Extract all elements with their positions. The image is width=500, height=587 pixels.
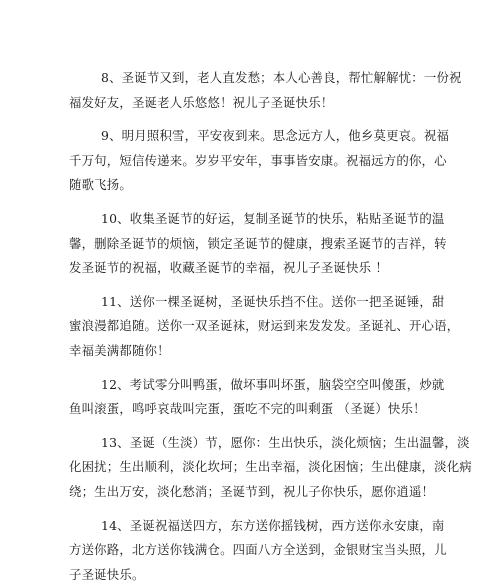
text-line: 发圣诞节的祝福，收藏圣诞节的幸福，祝儿子圣诞快乐 ！	[69, 256, 443, 281]
text-line: 子圣诞快乐。	[69, 563, 443, 587]
text-line: 12、考试零分叫鸭蛋，做坏事叫坏蛋，脑袋空空叫傻蛋，炒就	[69, 373, 443, 398]
text-line: 化困扰；生出顺利，淡化坎坷；生出幸福，淡化困恼；生出健康，淡化病	[69, 455, 443, 480]
paragraph-14	[69, 514, 443, 587]
document-body	[69, 66, 443, 587]
paragraph-13	[69, 431, 443, 505]
paragraph-11	[69, 290, 443, 364]
text-line: 馨，删除圣诞节的烦恼，锁定圣诞节的健康，搜索圣诞节的吉祥，转	[69, 232, 443, 257]
paragraph-10	[69, 207, 443, 281]
text-line: 随歌飞扬。	[69, 173, 443, 198]
paragraph-9	[69, 124, 443, 198]
text-line: 鱼叫滚蛋，鸣呼哀哉叫完蛋，蛋吃不完的叫剩蛋 （圣诞）快乐！	[69, 397, 443, 422]
text-line: 8、圣诞节又到，老人直发愁；本人心善良，帮忙解解忧：一份祝	[69, 66, 443, 91]
text-line: 蜜浪漫都追随。送你一双圣诞袜，财运到来发发发。圣诞礼、开心语，	[69, 314, 443, 339]
text-line: 13、圣诞（生淡）节，愿你：生出快乐，淡化烦恼；生出温馨，淡	[69, 431, 443, 456]
text-line: 方送你路，北方送你钱满仓。四面八方全送到，金银财宝当头照，儿	[69, 538, 443, 563]
paragraph-12	[69, 373, 443, 422]
paragraph-8	[69, 66, 443, 115]
text-line: 10、收集圣诞节的好运，复制圣诞节的快乐，粘贴圣诞节的温	[69, 207, 443, 232]
text-line: 幸福美满都随你！	[69, 339, 443, 364]
text-line: 14、圣诞祝福送四方，东方送你摇钱树，西方送你永安康，南	[69, 514, 443, 539]
text-line: 11、送你一棵圣诞树，圣诞快乐挡不住。送你一把圣诞锤，甜	[69, 290, 443, 315]
text-line: 千万句，短信传递来。岁岁平安年，事事皆安康。祝福远方的你，心	[69, 149, 443, 174]
text-line: 绕；生出万安，淡化愁消；圣诞节到，祝儿子你快乐，愿你逍遥！	[69, 480, 443, 505]
text-line: 9、明月照积雪，平安夜到来。思念远方人，他乡莫更哀。祝福	[69, 124, 443, 149]
text-line: 福发好友，圣诞老人乐悠悠！祝儿子圣诞快乐！	[69, 91, 443, 116]
